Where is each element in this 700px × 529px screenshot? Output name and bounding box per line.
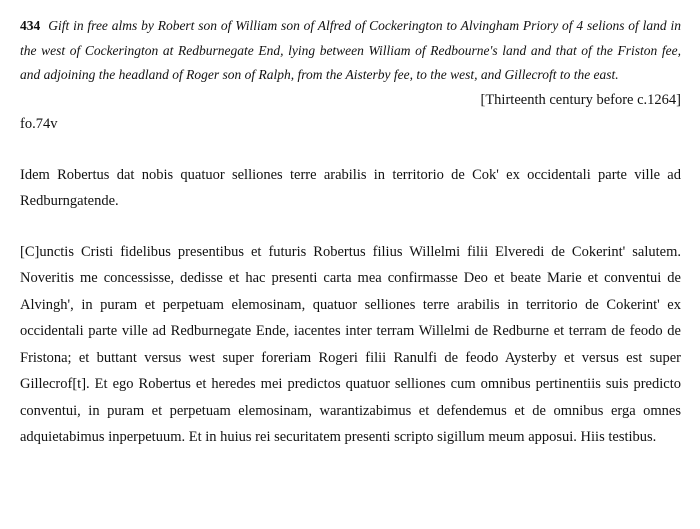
entry-date: [Thirteenth century before c.1264] [480,91,681,108]
rubric-paragraph: Idem Robertus dat nobis quatuor selliones terre arabilis in territorio de Cok' ex occidentali parte ville ad Redburngatende. [20,166,681,209]
paragraph-spacer [20,215,681,239]
entry-summary [20,14,681,88]
charter-text-paragraph: [C]unctis Cristi fidelibus presentibus et futuris Robertus filius Willelmi filii Elveredi de Cokerint' salutem. Noveritis me concessisse, dedisse et hac presenti carta mea confirmasse Deo et beate Marie et conventui de Alvingh', in puram et perpetuam elemosinam, quatuor selliones terre arabilis in territorio de Cokerint' ex occidentali parte ville ad Redburnegate Ende, iacentes inter terram Willelmi de Redburne et terram de feodo de Fristona; et buttant versus west super foreriam Rogeri filii Ranulfi de feodo Aysterby et versus est super Gillecrof[t]. Et ego Robertus et heredes mei predictos quatuor selliones cum omnibus pertinentiis suis predicto conventui, in puram et perpetuam elemosinam, warantizabimus et defendemus et de omnibus erga omnes adquietabimus inperpetuum. Et in huius rei securitatem presenti scripto sigillum meum apposui. Hiis testibus. [20,243,681,445]
paragraph-spacer [20,136,681,162]
folio-reference: fo.74v [20,115,58,132]
entry-summary-text: Gift in free alms by Robert son of William son of Alfred of Cockerington to Alvingham Priory of 4 selions of land in the west of Cockerington at Redburnegate End, lying between William of Redbourne's land and that of the Friston fee, and adjoining the headland of Roger son of Ralph, from the Aisterby fee, to the west, and Gillecroft to the east. [20,18,681,82]
entry-number: 434 [20,18,41,33]
document-page [20,14,681,451]
